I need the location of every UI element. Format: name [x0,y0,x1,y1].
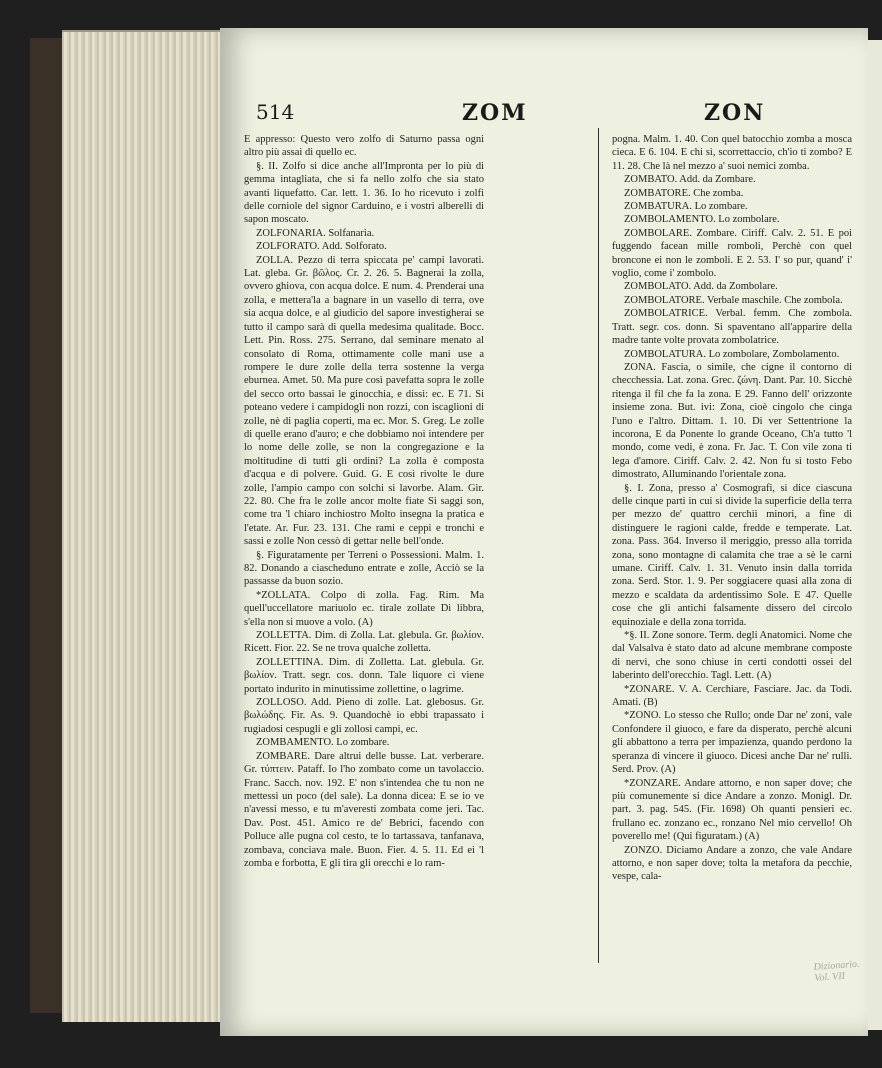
entry: §. Figuratamente per Terreni o Possessioni. Malm. 1. 82. Donando a ciascheduno entrate e zolle, Acciò se la passasse da buon sozio. [244,549,484,588]
entry: ZONZO. Diciamo Andare a zonzo, che vale Andare attorno, e non saper dove; tolta la metafora da pecchie, vespe, cala- [612,844,852,883]
column-rule [598,128,599,963]
running-head-right: ZON [704,100,766,126]
right-column [612,133,852,884]
faded-footer-text: Dizionario. Vol. VII [813,958,860,984]
dictionary-page [220,28,868,1036]
entry: ZOMBATURA. Lo zombare. [624,201,748,213]
entry: ZONA. Fascia, o simile, che cigne il contorno di checchessia. Lat. zona. Grec. ζώνη. Dant. Par. 10. Sicchè ritenga il fil che fa la zona. E 29. Fanno dell' orizzonte insieme zona. But. ivi: Zona, cioè cingolo che cinga l'uno e l'altro. Dittam. 1. 10. Di ver Settentrione la incorona, E da Ponente lo grande Oceano, Ch'a tutto 'l mondo, come vedi, è zona. Fr. Jac. T. Con vile zona ti lega d'amore. Ciriff. Calv. 2. 42. Non fu sì tosto Febo dimostrato, Alluminando l'orientale zona. [612,361,852,481]
entry: *ZONZARE. Andare attorno, e non saper dove; che più comunemente si dice Andare a zonzo. Monigl. Dr. part. 3. pag. 545. (Fir. 1698) Oh quanti pensieri ec. frullano ec. zonzano ec., ronzano Nel mio cervello! Oh poverello me! (Qui figuratam.) (A) [612,777,852,843]
entry: ZOLLETTINA. Dim. di Zolletta. Lat. glebula. Gr. βωλίον. Tratt. segr. cos. donn. Tale liquore ci viene portato indurito in minutissime zollettine, o lagrime. [244,656,484,695]
entry: ZOMBOLAMENTO. Lo zombolare. [624,214,780,226]
entry: ZOMBAMENTO. Lo zombare. [256,737,390,749]
entry: ZOMBOLATRICE. Verbal. femm. Che zombola. Tratt. segr. cos. donn. Si spaventano all'apparire della madre tante volte provata zombolatrice. [612,308,852,347]
entry: §. II. Zolfo si dice anche all'Impronta per lo più di gemma intagliata, che si fa nello zolfo che sia stato avanti liquefatto. Car. lett. 1. 36. Io ho ricevuto i zolfi delle corniole del signor Carduino, e i vostri alberelli di sapon moscato. [244,160,484,226]
entry: ZOMBOLATO. Add. da Zombolare. [624,281,778,293]
entry: ZOMBATO. Add. da Zombare. [624,174,756,186]
entry: ZOLLETTA. Dim. di Zolla. Lat. glebula. Gr. βωλίον. Ricett. Fior. 22. Se ne trova qualche zolletta. [244,630,484,655]
entry: §. I. Zona, presso a' Cosmografi, si dice ciascuna delle cinque parti in cui si divide la superficie della terra per mezzo de' quattro cerchii minori, a fine di distinguere le ragioni calde, fredde e temperate. Lat. zona. Pass. 364. Inverso il meriggio, presso alla torrida zona, sono montagne di calamita che trae a sè le carni umane. Ciriff. Calv. 1. 31. Venuto insin dalla torrida zona. Serd. Stor. 1. 9. Per soggiacere quasi alla zona di mezzo e scaldata da ardentissimo Sole. E 47. Quelle cose che gli antichi falsamente dissero del circolo equinoziale e della zona torrida. [612,482,852,628]
entry: pogna. Malm. 1. 40. Con quel batocchio zomba a mosca cieca. E 6. 104. E chi sì, scorrettaccio, ch'io ti zombo? E 11. 28. Che là nel mezzo a' suoi nemici zomba. [612,134,852,172]
left-column [244,133,484,870]
entry: ZOLFONARIA. Solfanaria. [256,227,375,239]
entry: ZOLFORATO. Add. Solforato. [256,241,387,253]
entry: ZOMBATORE. Che zomba. [624,187,744,199]
entry: *ZOLLATA. Colpo di zolla. Fag. Rim. Ma quell'uccellatore mariuolo ec. tirale zollate Di libbra, s'ella non si muove a volo. (A) [244,589,484,628]
entry: ZOMBOLARE. Zombare. Ciriff. Calv. 2. 51. E poi fuggendo facean mille romboli, Perchè con quel bronconе ei non le zomboli. E 2. 53. I' so pur, quand' i' voglio, come i' zombolo. [612,227,852,280]
entry: ZOMBOLATORE. Verbale maschile. Che zombola. [624,294,843,306]
entry: ZOLLOSO. Add. Pieno di zolle. Lat. glebosus. Gr. βωλώδης. Fir. As. 9. Quandochè io ebbi trapassato i rugiadosi cespugli e gli zollosi campi, ec. [244,697,484,735]
page-number: 514 [256,100,295,124]
entry: ZOLLA. Pezzo di terra spiccata pe' campi lavorati. Lat. gleba. Gr. βῶλος. Cr. 2. 26. 5. Bagnerai la zolla, ovvero ghiova, con acqua dolce. E num. 4. Prenderai una zolla, e mettera'la a bagnare in un vasello di terra, ove sia acqua dolce, e al giudicio del sapore investigherai se tutto il campo sarà di quella medesima qualitade. Bocc. Lett. Pin. Ross. 275. Serrano, dal seminare menato al consolato di Roma, ottimamente colle mani use a rompere le dure zolle della terra sostenne la verga eburnea. Amet. 50. Ma pure così pavefatta sopra le zolle del secco orto bassai le ginocchia, e dissi: ec. E 71. Si poteano vedere i campidogli non rozzi, con iscaglioni di zolle, nè di paglia coperti, ma ec. Mor. S. Greg. Le zolle di quelle erano d'auro; e che dobbiamo noi intendere per lo nome delle zolle, se non la congregazione e la moltitudine di tutti gli ordini? La zolla è composta d'acqua e di polvere. Guid. G. E così rivolte le dure zolle, l'ampio campo con solchi si lavorbe. Alam. Gir. 22. 80. Che fra le zolle ancor molte fiate Si saggi son, come tra 'l chiaro inchiostro Molto insegna la pratica e l'etate. Ar. Fur. 23. 131. Che rami e ceppi e tronchi e sassi e zolle Non cessò di gettar nelle bell'onde. [244,254,484,548]
entry: ZOMBARE. Dare altrui delle busse. Lat. verberare. Gr. τύπτειν. Pataff. Io l'ho zombato come un tavolaccio. Franc. Sacch. nov. 192. E' non s'intendea che tu non ne mettessi un poco (del sale). La donna dicea: E se io ve n'avessi messo, e tu m'averesti zombata come jeri. Tac. Dav. Post. 451. Amico re de' Bebrici, facendo con Polluce alle pugna col cesto, te lo tartassava, tanfanava, zombava, conciava male. Buon. Fier. 4. 5. 11. Ed ei 'l zomba e forbotta, E gli tira gli orecchi e lo ram- [244,750,484,869]
entry: ZOMBOLATURA. Lo zombolare, Zombolamento. [624,348,840,360]
entry: *ZONARE. V. A. Cerchiare, Fasciare. Jac. da Todi. Amati. (B) [612,683,852,709]
entry: *§. II. Zone sonore. Term. degli Anatomici. Nome che dal Valsalva è stato dato ad alcune membrane composte di nervi, che sono chiuse in certi condotti ossei del laberinto dell'orecchio. Tagl. Lett. (A) [612,630,852,682]
running-head-left: ZOM [462,100,528,126]
entry: E appresso: Questo vero zolfo di Saturno passa ogni altro più assai di quello ec. [244,134,484,159]
entry: *ZONO. Lo stesso che Rullo; onde Dar ne' zoni, vale Confondere il giuoco, e fare da disperato, perchè alcuni gli abbattono a terra per impazienza, quando perdono la speranza di vincere il giuoco. Dicesi anche Dar ne' rulli. Serd. Prov. (A) [612,710,852,776]
book-spine [30,38,66,1013]
